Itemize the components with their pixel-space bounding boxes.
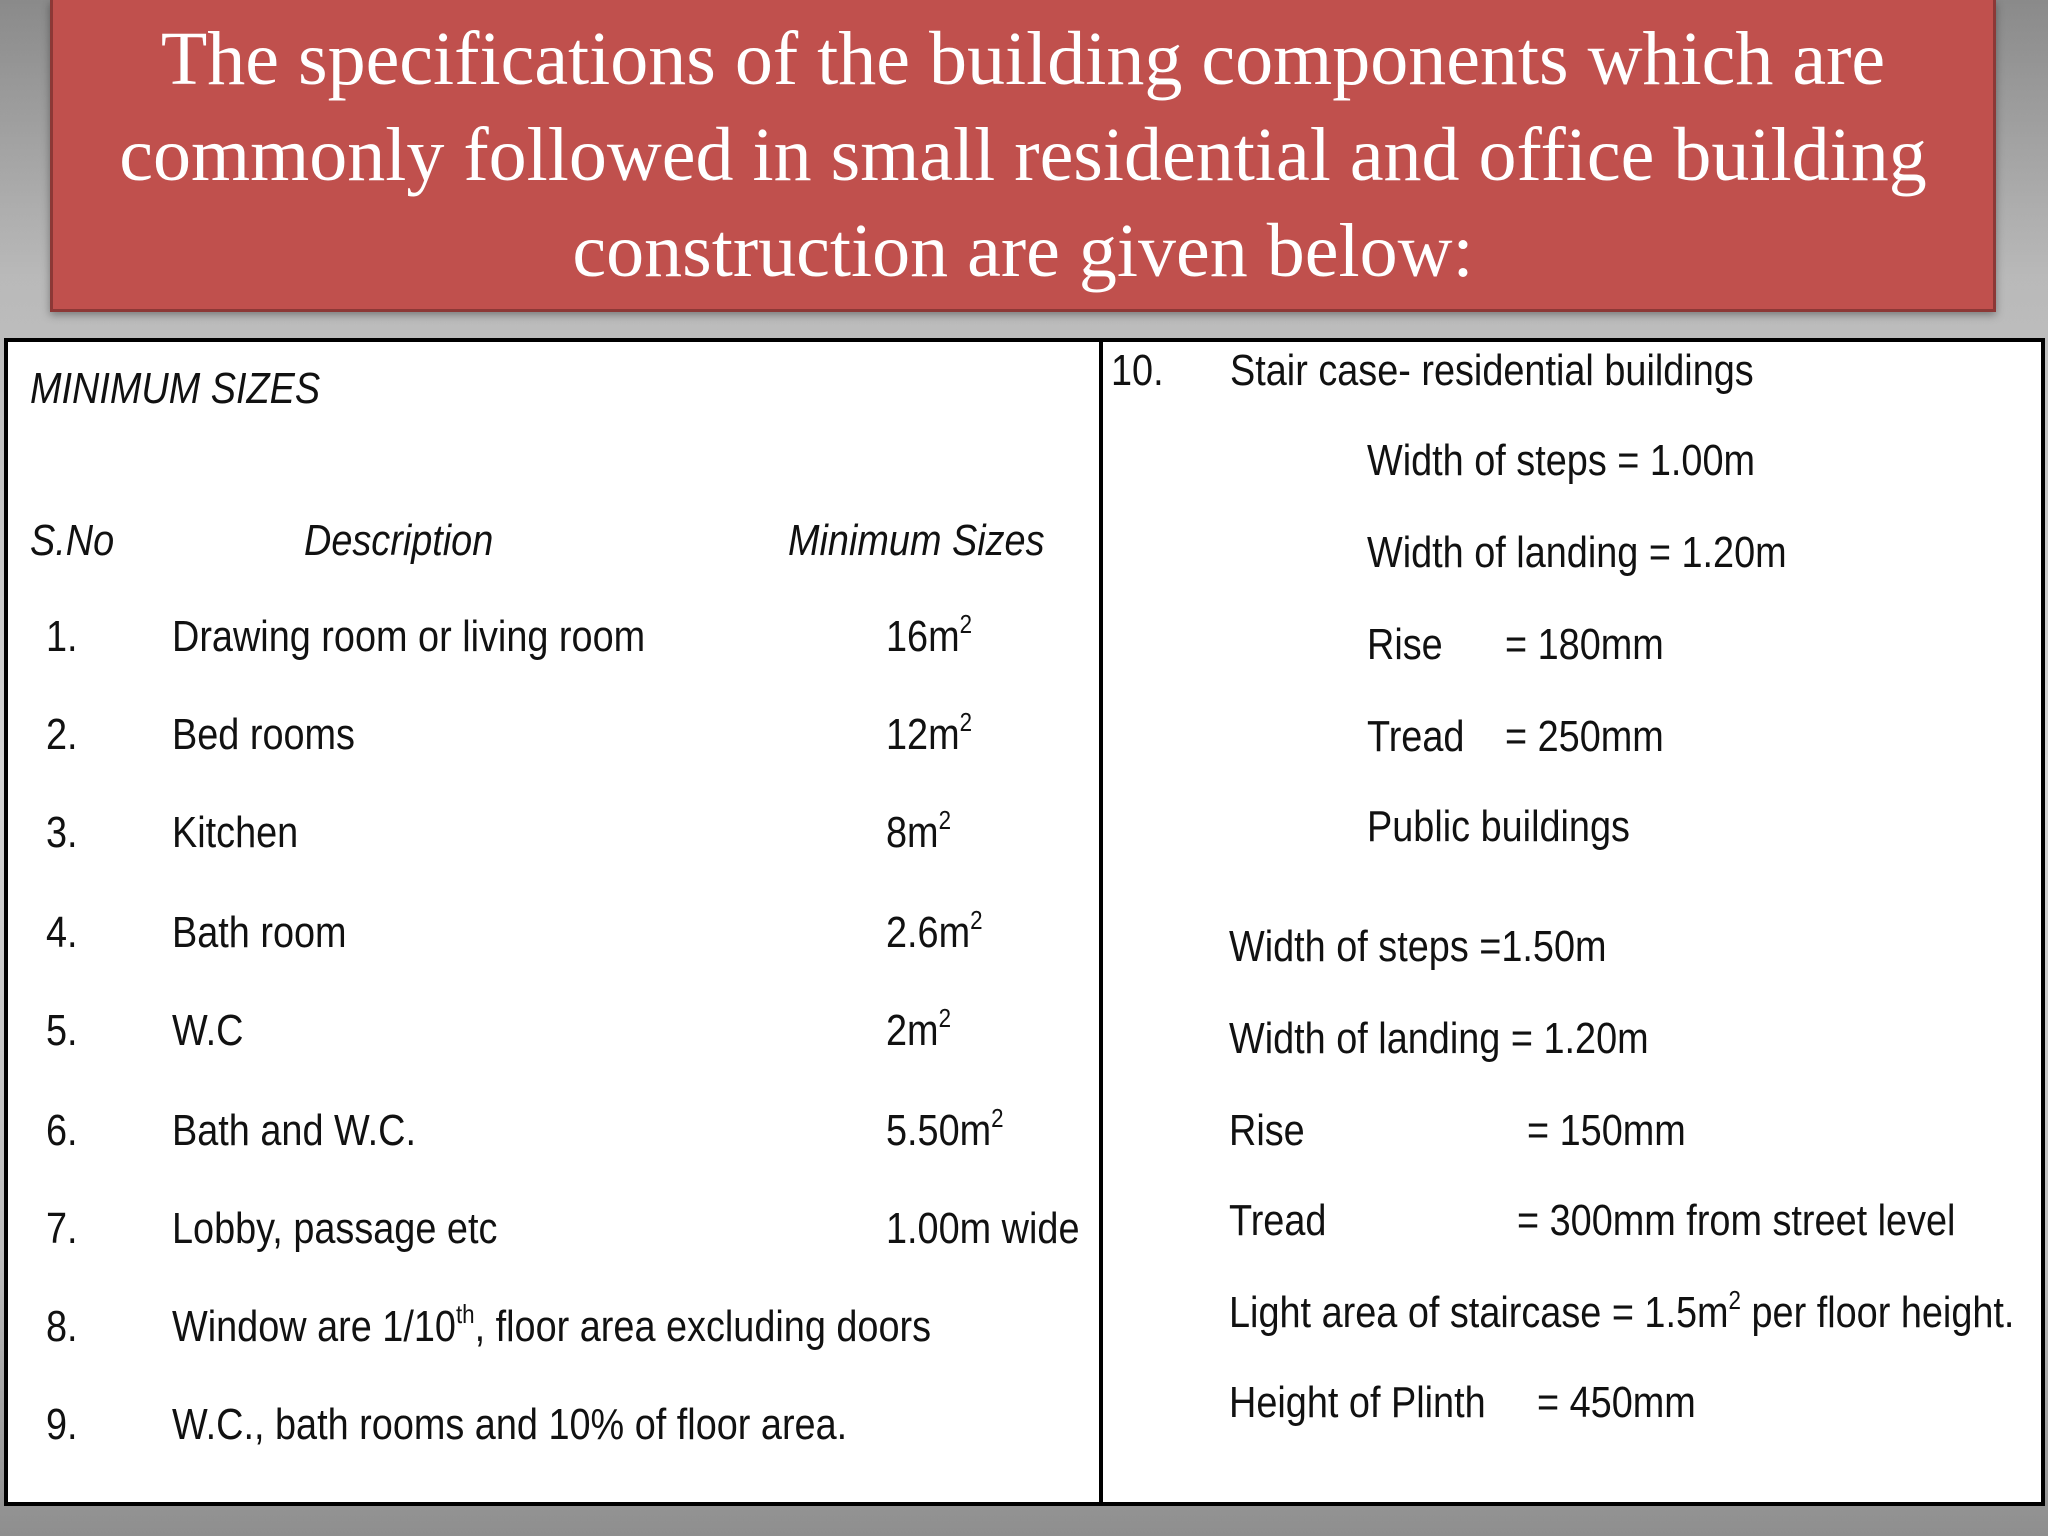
row-3-description: Kitchen: [172, 808, 299, 857]
row-5-number: 5.: [46, 1006, 78, 1055]
row-2-description: Bed rooms: [172, 710, 355, 759]
row-9-number: 9.: [46, 1400, 78, 1449]
res-tread-label: Tread: [1367, 712, 1465, 761]
title-banner: [50, 0, 1996, 312]
row-6-size: $5.50m^2$: [886, 1103, 1004, 1155]
res-tread-value: = 250mm: [1505, 712, 1664, 761]
row-5-description: W.C: [172, 1006, 244, 1055]
res-rise-value: = 180mm: [1505, 620, 1664, 669]
row-3-size: $8m^2$: [886, 805, 952, 857]
staircase-heading: Stair case- residential buildings: [1230, 346, 1754, 395]
pub-plinth-label: Height of Plinth: [1229, 1378, 1486, 1427]
row-2-number: 2.: [46, 710, 78, 759]
row-4-number: 4.: [46, 908, 78, 957]
minimum-sizes-panel: [4, 338, 1104, 1506]
row-1-description: Drawing room or living room: [172, 612, 646, 661]
title-line-1: The specifications of the building components which are: [160, 16, 1886, 101]
pub-plinth-value: = 450mm: [1537, 1378, 1696, 1427]
header-sno: S.No: [30, 516, 115, 565]
pub-rise-value: = 150mm: [1527, 1106, 1686, 1155]
pub-tread-value: = 300mm from street level: [1517, 1196, 1956, 1245]
row-8-number: 8.: [46, 1302, 78, 1351]
slide-title: [89, 11, 1956, 299]
row-1-number: 1.: [46, 612, 78, 661]
row-6-description: Bath and W.C.: [172, 1106, 416, 1155]
row-6-number: 6.: [46, 1106, 78, 1155]
row-7-description: Lobby, passage etc: [172, 1204, 498, 1253]
header-minimum-sizes: Minimum Sizes: [788, 516, 1045, 565]
row-3-number: 3.: [46, 808, 78, 857]
row-4-size: $2.6m^2$: [886, 905, 983, 957]
pub-light-area: Light area of staircase = $1.5m^2$ per floor height.: [1229, 1285, 2015, 1337]
minimum-sizes-heading: MINIMUM SIZES: [30, 364, 321, 413]
res-width-of-steps: Width of steps = 1.00m: [1367, 436, 1756, 485]
pub-rise-label: Rise: [1229, 1106, 1305, 1155]
public-buildings-heading: Public buildings: [1367, 802, 1630, 851]
header-description: Description: [304, 516, 494, 565]
pub-width-of-landing: Width of landing = 1.20m: [1229, 1014, 1649, 1063]
row-9-description: W.C., bath rooms and 10% of floor area.: [172, 1400, 848, 1449]
row-4-description: Bath room: [172, 908, 347, 957]
row-8-description: Window are 1/10th, floor area excluding doors: [172, 1299, 932, 1351]
row-7-number: 7.: [46, 1204, 78, 1253]
title-line-3: construction are given below:: [572, 208, 1474, 293]
staircase-panel: [1099, 338, 2045, 1506]
pub-tread-label: Tread: [1229, 1196, 1327, 1245]
res-width-of-landing: Width of landing = 1.20m: [1367, 528, 1787, 577]
res-rise-label: Rise: [1367, 620, 1443, 669]
row-7-size: 1.00m wide: [886, 1204, 1080, 1253]
row-5-size: $2m^2$: [886, 1003, 952, 1055]
title-line-2: commonly followed in small residential and office building: [119, 112, 1927, 197]
row-2-size: $12m^2$: [886, 707, 973, 759]
row-1-size: $16m^2$: [886, 609, 973, 661]
pub-width-of-steps: Width of steps =1.50m: [1229, 922, 1607, 971]
row-10-number: 10.: [1111, 346, 1164, 395]
